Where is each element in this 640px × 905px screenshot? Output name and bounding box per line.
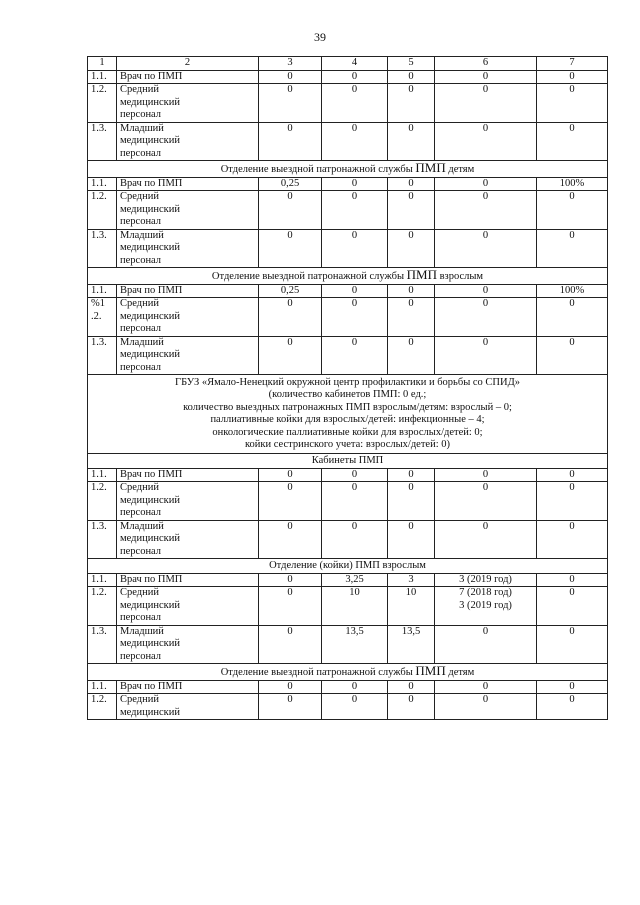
table-row — [88, 298, 608, 337]
value-cell-c6 — [435, 84, 537, 123]
value-cell-c3: 0 — [259, 298, 322, 337]
position-name-line: Средний — [120, 587, 159, 599]
table-row — [88, 284, 608, 298]
value-cell-c6 — [435, 625, 537, 664]
value-cell-c4: 0 — [322, 336, 388, 375]
institution-info-line: количество выездных патронажных ПМП взрослым/детям: взрослый – 0; — [183, 401, 512, 413]
value-cell-c3: 0 — [259, 229, 322, 268]
position-name-line: персонал — [120, 507, 162, 519]
position-name — [117, 482, 259, 521]
value-cell-c6 — [435, 587, 537, 626]
value-line: 0 — [482, 694, 489, 706]
table-row — [88, 482, 608, 521]
row-number: 1.1. — [88, 284, 117, 298]
table-row — [88, 694, 608, 720]
row-number: %1 .2. — [88, 298, 117, 337]
institution-info-line: (количество кабинетов ПМП: 0 ед.; — [268, 389, 427, 401]
value-cell-c5: 0 — [388, 520, 435, 559]
value-cell-c6 — [435, 573, 537, 587]
position-name-line: Младший — [120, 229, 164, 241]
value-cell-c6 — [435, 694, 537, 720]
section-heading-tail: детям — [448, 164, 475, 175]
value-cell-c4: 0 — [322, 694, 388, 720]
position-name-line: Врач по ПМП — [120, 177, 183, 189]
value-line: 0 — [482, 336, 489, 348]
value-cell-c5: 13,5 — [388, 625, 435, 664]
section-heading — [88, 664, 608, 681]
section-row — [88, 268, 608, 285]
section-heading — [88, 161, 608, 178]
value-cell-c3: 0 — [259, 573, 322, 587]
value-cell-c5: 0 — [388, 694, 435, 720]
value-cell-c7: 0 — [537, 520, 608, 559]
institution-info-line: ГБУЗ «Ямало-Ненецкий окружной центр профилактики и борьбы со СПИД» — [175, 377, 520, 388]
position-name-line: медицинский — [120, 494, 180, 506]
position-name-line: Врач по ПМП — [120, 70, 183, 82]
value-line: 3 (2019 год) — [459, 573, 512, 585]
value-line: 0 — [482, 520, 489, 532]
position-name-line: Младший — [120, 625, 164, 637]
value-cell-c5: 3 — [388, 573, 435, 587]
value-cell-c5: 0 — [388, 298, 435, 337]
value-cell-c7: 0 — [537, 482, 608, 521]
value-cell-c5: 0 — [388, 468, 435, 482]
position-name-line: Младший — [120, 122, 164, 134]
table-row — [88, 84, 608, 123]
position-name-line: Младший — [120, 336, 164, 348]
section-row — [88, 454, 608, 469]
section-heading-pmp: ПМП — [406, 267, 437, 282]
position-name — [117, 694, 259, 720]
position-name-line: медицинский — [120, 203, 180, 215]
value-cell-c7: 0 — [537, 191, 608, 230]
value-line: 0 — [482, 680, 489, 692]
value-cell-c4: 0 — [322, 298, 388, 337]
position-name-line: Младший — [120, 520, 164, 532]
position-name — [117, 191, 259, 230]
section-heading-tail: детям — [448, 667, 475, 679]
value-cell-c3: 0,25 — [259, 177, 322, 191]
position-name — [117, 177, 259, 191]
position-name-line: Средний — [120, 694, 159, 706]
table-row — [88, 122, 608, 161]
position-name — [117, 284, 259, 298]
position-name-line: персонал — [120, 216, 162, 227]
position-name — [117, 625, 259, 664]
position-name-line: медицинский — [120, 706, 180, 718]
position-name-line: медицинский — [120, 638, 180, 650]
value-cell-c3: 0 — [259, 70, 322, 84]
value-cell-c7: 0 — [537, 573, 608, 587]
institution-info — [88, 375, 608, 454]
position-name-line: Средний — [120, 298, 159, 309]
value-cell-c7: 0 — [537, 70, 608, 84]
header-cell: 4 — [322, 57, 388, 71]
value-cell-c7: 0 — [537, 298, 608, 337]
value-line: 0 — [482, 229, 489, 241]
position-name-line: персонал — [120, 545, 162, 557]
value-cell-c6 — [435, 680, 537, 694]
value-cell-c3: 0 — [259, 84, 322, 123]
row-number: 1.3. — [88, 122, 117, 161]
value-cell-c6 — [435, 468, 537, 482]
position-name — [117, 70, 259, 84]
value-cell-c3: 0 — [259, 520, 322, 559]
section-heading-pmp: ПМП — [415, 160, 446, 175]
position-name-line: Средний — [120, 84, 159, 95]
row-number: 1.1. — [88, 70, 117, 84]
value-line: 7 (2018 год) — [459, 587, 512, 599]
value-cell-c7: 0 — [537, 336, 608, 375]
row-number: 1.1. — [88, 468, 117, 482]
position-name-line: Врач по ПМП — [120, 468, 183, 480]
value-line: 0 — [482, 298, 489, 309]
value-cell-c5: 0 — [388, 680, 435, 694]
row-number: 1.2. — [88, 84, 117, 123]
position-name-line: Врач по ПМП — [120, 680, 183, 692]
position-name-line: медицинский — [120, 135, 180, 146]
section-heading-text: Отделение выездной патронажной службы — [220, 667, 413, 679]
value-cell-c5: 10 — [388, 587, 435, 626]
value-cell-c4: 0 — [322, 680, 388, 694]
value-cell-c5: 0 — [388, 229, 435, 268]
value-cell-c3: 0,25 — [259, 284, 322, 298]
position-name-line: медицинский — [120, 310, 180, 322]
value-cell-c3: 0 — [259, 468, 322, 482]
table-row — [88, 336, 608, 375]
row-number: 1.3. — [88, 229, 117, 268]
position-name-line: персонал — [120, 254, 162, 266]
position-name — [117, 587, 259, 626]
page-number: 39 — [314, 30, 326, 44]
table-row — [88, 468, 608, 482]
institution-info-line: паллиативные койки для взрослых/детей: инфекционные – 4; — [210, 414, 485, 426]
value-cell-c7: 0 — [537, 229, 608, 268]
value-cell-c5: 0 — [388, 482, 435, 521]
table-row — [88, 625, 608, 664]
position-name-line: медицинский — [120, 533, 180, 545]
value-cell-c4: 3,25 — [322, 573, 388, 587]
header-cell: 1 — [88, 57, 117, 71]
row-number: 1.3. — [88, 625, 117, 664]
value-cell-c7: 0 — [537, 84, 608, 123]
position-name — [117, 336, 259, 375]
header-cell: 2 — [117, 57, 259, 71]
position-name — [117, 84, 259, 123]
position-name — [117, 573, 259, 587]
header-cell: 7 — [537, 57, 608, 71]
value-cell-c4: 0 — [322, 84, 388, 123]
table-row — [88, 680, 608, 694]
value-cell-c4: 10 — [322, 587, 388, 626]
row-number: 1.2. — [88, 694, 117, 720]
table-row — [88, 587, 608, 626]
value-cell-c6 — [435, 70, 537, 84]
section-heading-text: Отделение выездной патронажной службы — [220, 164, 413, 175]
position-name-line: Врач по ПМП — [120, 573, 183, 585]
position-name-line: персонал — [120, 650, 162, 662]
value-line: 0 — [482, 84, 489, 95]
row-number: 1.1. — [88, 573, 117, 587]
section-row — [88, 161, 608, 178]
value-line: 0 — [482, 625, 489, 637]
section-heading-text: Отделение выездной патронажной службы — [211, 271, 404, 282]
value-cell-c5: 0 — [388, 284, 435, 298]
value-cell-c5: 0 — [388, 191, 435, 230]
institution-info-line: койки сестринского учета: взрослых/детей: 0) — [244, 439, 451, 451]
value-cell-c4: 0 — [322, 70, 388, 84]
value-cell-c4: 0 — [322, 468, 388, 482]
position-name-line: Средний — [120, 482, 159, 494]
value-cell-c4: 0 — [322, 177, 388, 191]
row-number: 1.2. — [88, 587, 117, 626]
section-heading — [88, 268, 608, 285]
value-line: 0 — [482, 284, 489, 296]
value-cell-c6 — [435, 177, 537, 191]
value-cell-c4: 0 — [322, 229, 388, 268]
value-cell-c6 — [435, 482, 537, 521]
header-cell: 6 — [435, 57, 537, 71]
value-cell-c5: 0 — [388, 70, 435, 84]
section-heading-text: Кабинеты ПМП — [311, 455, 384, 467]
row-number: 1.1. — [88, 680, 117, 694]
section-heading — [88, 559, 608, 574]
position-name-line: медицинский — [120, 349, 180, 360]
table-row — [88, 70, 608, 84]
section-row — [88, 664, 608, 681]
section-heading-text: Отделение (койки) ПМП взрослым — [269, 560, 426, 572]
position-name — [117, 520, 259, 559]
position-name-line: персонал — [120, 612, 162, 624]
value-cell-c5: 0 — [388, 177, 435, 191]
value-line: 0 — [482, 191, 489, 202]
value-cell-c7: 0 — [537, 694, 608, 720]
table-row — [88, 191, 608, 230]
position-name-line: персонал — [120, 147, 162, 159]
value-line: 0 — [482, 468, 489, 480]
value-cell-c3: 0 — [259, 694, 322, 720]
position-name — [117, 122, 259, 161]
value-cell-c7: 0 — [537, 122, 608, 161]
value-cell-c4: 0 — [322, 191, 388, 230]
value-cell-c4: 0 — [322, 122, 388, 161]
value-cell-c5: 0 — [388, 84, 435, 123]
position-name — [117, 680, 259, 694]
value-cell-c6 — [435, 298, 537, 337]
row-number: 1.1. — [88, 177, 117, 191]
section-heading-pmp: ПМП — [415, 663, 446, 679]
value-cell-c6 — [435, 336, 537, 375]
value-cell-c7: 100% — [537, 177, 608, 191]
section-heading — [88, 454, 608, 469]
value-cell-c3: 0 — [259, 587, 322, 626]
institution-info-row — [88, 375, 608, 454]
value-cell-c3: 0 — [259, 336, 322, 375]
position-name — [117, 468, 259, 482]
value-cell-c6 — [435, 284, 537, 298]
position-name — [117, 298, 259, 337]
position-name-line: Врач по ПМП — [120, 284, 183, 296]
position-name-line: медицинский — [120, 242, 180, 253]
value-cell-c3: 0 — [259, 625, 322, 664]
position-name — [117, 229, 259, 268]
staffing-table — [87, 56, 608, 720]
position-name-line: персонал — [120, 109, 162, 120]
header-cell: 3 — [259, 57, 322, 71]
row-number: 1.2. — [88, 482, 117, 521]
value-cell-c6 — [435, 191, 537, 230]
table-header-row — [88, 57, 608, 71]
header-cell: 5 — [388, 57, 435, 71]
table-row — [88, 229, 608, 268]
value-cell-c4: 0 — [322, 482, 388, 521]
row-number: 1.3. — [88, 336, 117, 375]
value-cell-c7: 0 — [537, 468, 608, 482]
value-cell-c6 — [435, 520, 537, 559]
value-cell-c6 — [435, 122, 537, 161]
value-cell-c6 — [435, 229, 537, 268]
value-cell-c4: 0 — [322, 284, 388, 298]
value-line: 3 (2019 год) — [459, 599, 512, 611]
value-cell-c5: 0 — [388, 122, 435, 161]
institution-info-line: онкологические паллиативные койки для взрослых/детей: 0; — [212, 426, 483, 438]
value-cell-c4: 0 — [322, 520, 388, 559]
table-row — [88, 177, 608, 191]
table-row — [88, 573, 608, 587]
value-cell-c3: 0 — [259, 482, 322, 521]
value-cell-c4: 13,5 — [322, 625, 388, 664]
value-cell-c7: 100% — [537, 284, 608, 298]
row-number: 1.3. — [88, 520, 117, 559]
position-name-line: медицинский — [120, 599, 180, 611]
value-cell-c7: 0 — [537, 587, 608, 626]
value-line: 0 — [482, 482, 489, 494]
row-number: 1.2. — [88, 191, 117, 230]
table-row — [88, 520, 608, 559]
value-cell-c3: 0 — [259, 680, 322, 694]
value-line: 0 — [482, 177, 489, 189]
section-heading-tail: взрослым — [439, 271, 484, 282]
section-row — [88, 559, 608, 574]
value-cell-c3: 0 — [259, 122, 322, 161]
position-name-line: персонал — [120, 361, 162, 373]
value-cell-c5: 0 — [388, 336, 435, 375]
value-line: 0 — [482, 122, 489, 134]
value-cell-c3: 0 — [259, 191, 322, 230]
value-cell-c7: 0 — [537, 680, 608, 694]
position-name-line: медицинский — [120, 96, 180, 108]
position-name-line: персонал — [120, 323, 162, 334]
position-name-line: Средний — [120, 191, 159, 202]
value-line: 0 — [482, 70, 489, 82]
value-cell-c7: 0 — [537, 625, 608, 664]
